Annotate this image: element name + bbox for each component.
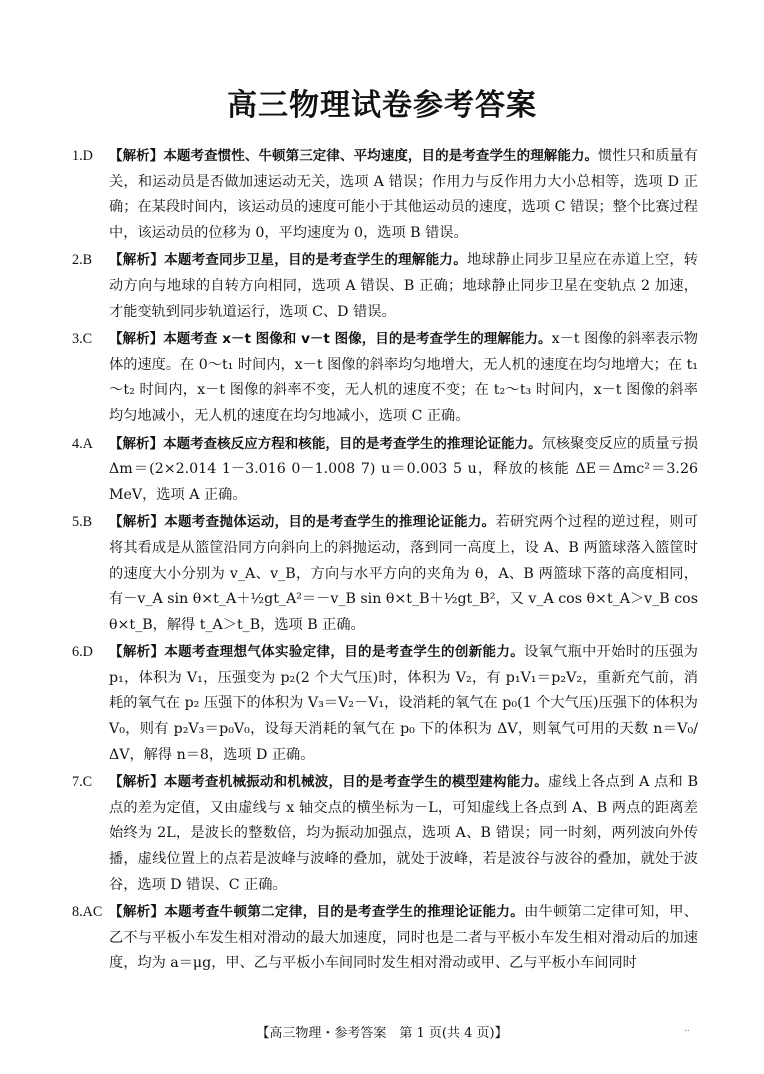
answer-number: 2.B (72, 252, 93, 269)
answer-list (72, 144, 698, 979)
answer-number: 1.D (72, 148, 93, 164)
answer-item-2 (72, 248, 698, 325)
page-footer: 【高三物理・参考答案 第 1 页(共 4 页)】 (256, 1026, 508, 1041)
analysis-text: 氘核聚变反应的质量亏损 Δm＝(2×2.014 1－3.016 0－1.008 7) u＝0.003 5 u，释放的核能 ΔE＝Δmc²＝3.26 MeV，选项 A 正确。 (109, 435, 698, 503)
analysis-text: 设氧气瓶中开始时的压强为 p₁，体积为 V₁，压强变为 p₂(2 个大气压)时，体积为 V₂，有 p₁V₁＝p₂V₂，重新充气前，消耗的氧气在 p₂ 压强下的体积为 V₃＝V₂－V₁，设消耗的氧气在 p₀(1 个大气压)压强下的体积为 V₀，则有 p₂V₃＝p₀V₀，设每天消耗的氧气在 p₀ 下的体积为 ΔV，则氧气可用的天数 n＝V₀/ΔV，解得 n＝8，选项 D 正确。 (109, 644, 698, 763)
analysis-heading: 【解析】本题考查 x－t 图像和 v－t 图像，目的是考查学生的理解能力。 (109, 331, 552, 348)
analysis-heading: 【解析】本题考查核反应方程和核能，目的是考查学生的推理论证能力。 (109, 435, 542, 452)
corner-mark: .. (684, 1024, 690, 1034)
answer-item-1 (72, 144, 698, 246)
analysis-text: 由牛顿第二定律可知，甲、乙不与平板小车发生相对滑动的最大加速度，同时也是二者与平板小车发生相对滑动后的加速度，均为 a＝μg，甲、乙与平板小车间同时发生相对滑动或甲、乙与平板小车间同时 (109, 904, 698, 972)
answer-number: 6.D (72, 644, 93, 661)
answer-number: 5.B (72, 514, 93, 531)
answer-number: 8.AC (72, 904, 103, 921)
answer-number: 4.A (72, 435, 93, 452)
analysis-heading: 【解析】本题考查机械振动和机械波，目的是考查学生的模型建构能力。 (109, 774, 548, 791)
analysis-heading: 【解析】本题考查理想气体实验定律，目的是考查学生的创新能力。 (109, 644, 525, 661)
analysis-heading: 【解析】本题考查同步卫星，目的是考查学生的理解能力。 (109, 252, 467, 269)
answer-item-6 (72, 640, 698, 768)
answer-number: 3.C (72, 331, 93, 348)
answer-item-8 (72, 900, 698, 977)
analysis-text: 惯性只和质量有关，和运动员是否做加速运动无关，选项 A 错误；作用力与反作用力大小总相等，选项 D 正确；在某段时间内，该运动员的速度可能小于其他运动员的速度，选项 C 错误；整个比赛过程中，该运动员的位移为 0，平均速度为 0，选项 B 错误。 (109, 148, 698, 241)
analysis-text: 虚线上各点到 A 点和 B 点的差为定值，又由虚线与 x 轴交点的横坐标为－L，可知虚线上各点到 A、B 两点的距离差始终为 2L，是波长的整数倍，均为振动加强点，选项 A、B 错误；同一时刻，两列波向外传播，虚线位置上的点若是波峰与波峰的叠加，就处于波峰，若是波谷与波谷的叠加，就处于波谷，选项 D 错误、C 正确。 (109, 774, 699, 893)
analysis-heading: 【解析】本题考查牛顿第二定律，目的是考查学生的推理论证能力。 (109, 904, 525, 921)
answer-item-3 (72, 327, 698, 429)
answer-number: 7.C (72, 774, 93, 791)
page-title: 高三物理试卷参考答案 (227, 88, 537, 123)
answer-item-7 (72, 770, 698, 898)
analysis-heading: 【解析】本题考查抛体运动，目的是考查学生的推理论证能力。 (109, 514, 496, 531)
analysis-text: 地球静止同步卫星应在赤道上空，转动方向与地球的自转方向相同，选项 A 错误、B 正确；地球静止同步卫星在变轨点 2 加速，才能变轨到同步轨道运行，选项 C、D 错误。 (109, 252, 698, 320)
analysis-text: 若研究两个过程的逆过程，则可将其看成是从篮筐沿同方向斜向上的斜抛运动，落到同一高度上，设 A、B 两篮球落入篮筐时的速度大小分别为 v_A、v_B，方向与水平方向的夹角为 θ，A、B 两篮球下落的高度相同，有－v_A sin θ×t_A＋½gt_A²＝－v_B sin θ×t_B＋½gt_B²，又 v_A cos θ×t_A＞v_B cos θ×t_B，解得 t_A＞t_B，选项 B 正确。 (109, 514, 698, 633)
analysis-heading: 【解析】本题考查惯性、牛顿第三定律、平均速度，目的是考查学生的理解能力。 (109, 148, 599, 164)
answer-item-4 (72, 432, 698, 509)
answer-item-5 (72, 510, 698, 638)
analysis-text: x－t 图像的斜率表示物体的速度。在 0～t₁ 时间内，x－t 图像的斜率均匀地增大，无人机的速度在均匀地增大；在 t₁～t₂ 时间内，x－t 图像的斜率不变，无人机的速度不变；在 t₂～t₃ 时间内，x－t 图像的斜率均匀地减小，无人机的速度在均匀地减小，选项 C 正确。 (109, 331, 698, 424)
